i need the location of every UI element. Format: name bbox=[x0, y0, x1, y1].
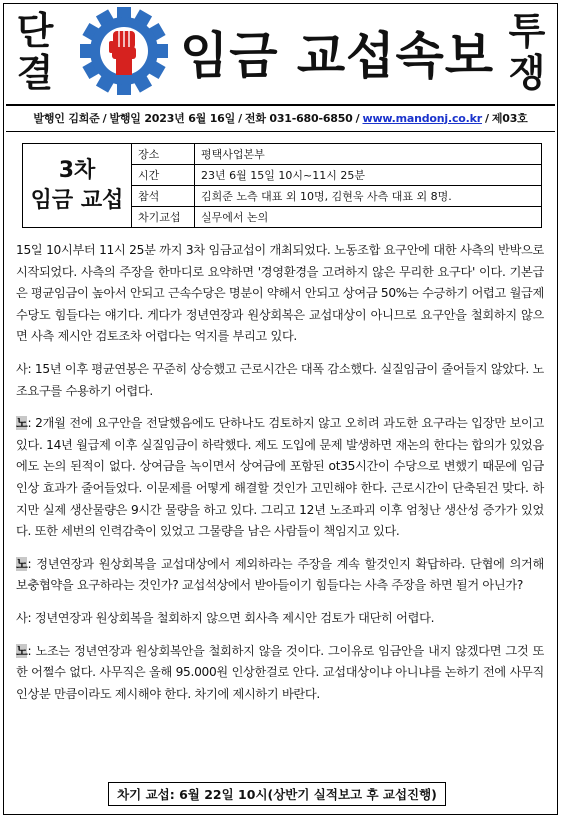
info-value: 실무에서 논의 bbox=[195, 207, 542, 228]
speaker-union: 노 bbox=[16, 416, 28, 431]
statement-text: : 정년연장과 원상회복을 교섭대상에서 제외하라는 주장을 계속 할것인지 확답하라. 단협에 의거해 보충협약을 요구하라는 것인가? 교섭석상에서 받아들이기 힘들다는 사측 주장을 하면 될거 아닌가? bbox=[16, 556, 544, 593]
article-body bbox=[16, 240, 544, 716]
statement-text: : 15년 이후 평균연봉은 꾸준히 상승했고 근로시간은 대폭 감소했다. 실질임금이 줄어들지 않았다. 노조요구를 수용하기 어렵다. bbox=[16, 361, 544, 398]
separator: / bbox=[484, 111, 489, 125]
speaker-company: 사 bbox=[16, 610, 28, 625]
slogan-char: 투 bbox=[508, 9, 546, 53]
statement-text: : 2개월 전에 요구안을 전달했음에도 단하나도 검토하지 않고 오히려 과도한 요구라는 입장만 보이고 있다. 14년 월급제 이후 실질임금이 하락했다. 제도 도입에 문제 발생하면 재논의 한다는 합의가 있었음에도 논의 된적이 없다. 상여금을 녹이면서 상여금에 포함된 ot35시간이 수당으로 변했기 때문에 임금인상 효과가 줄어들었다. 이문제를 어떻게 해결할 것인가 고민해야 한다. 근로시간이 단축된건 맞다. 하지만 실제 생산물량은 9시간 물량을 하고 있다. 그리고 12년 노조파괴 이후 엄청난 생산성 증가가 있었다. 또한 세번의 인력감축이 있었고 그물량을 남은 사람들이 책임지고 있다. bbox=[16, 416, 544, 539]
meeting-info-table bbox=[22, 143, 542, 228]
speaker-company: 사 bbox=[16, 361, 28, 376]
union-statement bbox=[16, 413, 544, 543]
info-label: 참석 bbox=[132, 186, 195, 207]
statement-text: : 노조는 정년연장과 원상회복안을 철회하지 않을 것이다. 그이유로 임금안을 내지 않겠다면 그것 또한 어쩔수 없다. 사무직은 올해 95.000원 인상한걸로 안다. 교섭대상이냐 아니냐를 논하기 전에 사무직 인상분 만큼이라도 제시해야 한다. 차기에 제시하기 바란다. bbox=[16, 643, 544, 701]
meeting-title-cell bbox=[23, 144, 132, 228]
union-statement bbox=[16, 641, 544, 706]
info-value: 평택사업본부 bbox=[195, 144, 542, 165]
slogan-char: 결 bbox=[16, 51, 54, 95]
publication-date: 발행일 2023년 6월 16일 bbox=[109, 112, 236, 125]
meeting-type: 임금 교섭 bbox=[30, 187, 124, 213]
intro-paragraph: 15일 10시부터 11시 25분 까지 3차 임금교섭이 개최되었다. 노동조합 요구안에 대한 사측의 반박으로 시작되었다. 사측의 주장을 한마디로 요약하면 '경영환경을 고려하지 않은 무리한 요구다' 이다. 기본급은 평균임금이 높아서 안되고 근속수당은 명분이 약해서 안되고 상여금 50%는 수긍하기 어렵고 월급제 수당도 힘들다는 얘기다. 게다가 정년연장과 원상회복은 교섭대상이 아니므로 요구안을 철회하지 않으면 사측 제시안 검토조차 어렵다는 억지를 부리고 있다. bbox=[16, 243, 545, 344]
company-statement bbox=[16, 608, 544, 630]
meeting-round: 3차 bbox=[58, 157, 96, 183]
issue-number: 제03호 bbox=[491, 112, 528, 125]
info-value: 김희준 노측 대표 외 10명, 김현욱 사측 대표 외 8명. bbox=[195, 186, 542, 207]
separator: / bbox=[355, 111, 360, 125]
newsletter-title: 임금 교섭속보 bbox=[179, 27, 495, 85]
speaker-union: 노 bbox=[16, 643, 28, 658]
left-vertical-slogan bbox=[8, 10, 62, 94]
publication-info bbox=[6, 108, 555, 128]
statement-text: : 정년연장과 원상회복을 철회하지 않으면 회사측 제시안 검토가 대단히 어렵다. bbox=[27, 610, 435, 625]
company-statement bbox=[16, 359, 544, 402]
speaker-union: 노 bbox=[16, 556, 28, 571]
separator: / bbox=[102, 111, 107, 125]
gear-raised-fist-logo bbox=[68, 6, 180, 96]
website-link[interactable]: www.mandonj.co.kr bbox=[362, 111, 482, 125]
info-label: 차기교섭 bbox=[132, 207, 195, 228]
next-meeting-box: 차기 교섭: 6월 22일 10시(상반기 실적보고 후 교섭진행) bbox=[108, 782, 446, 806]
phone-number: 전화 031-680-6850 bbox=[244, 112, 353, 125]
info-label: 장소 bbox=[132, 144, 195, 165]
slogan-char: 단 bbox=[16, 9, 54, 53]
publisher: 발행인 김희준 bbox=[33, 112, 100, 125]
info-label: 시간 bbox=[132, 165, 195, 186]
header-rule-bottom bbox=[6, 131, 555, 132]
header-rule-top bbox=[6, 104, 555, 106]
separator: / bbox=[238, 111, 242, 125]
right-vertical-slogan bbox=[500, 10, 554, 94]
slogan-char: 쟁 bbox=[508, 51, 546, 95]
union-statement bbox=[16, 554, 544, 597]
info-value: 23년 6월 15일 10시~11시 25분 bbox=[195, 165, 542, 186]
